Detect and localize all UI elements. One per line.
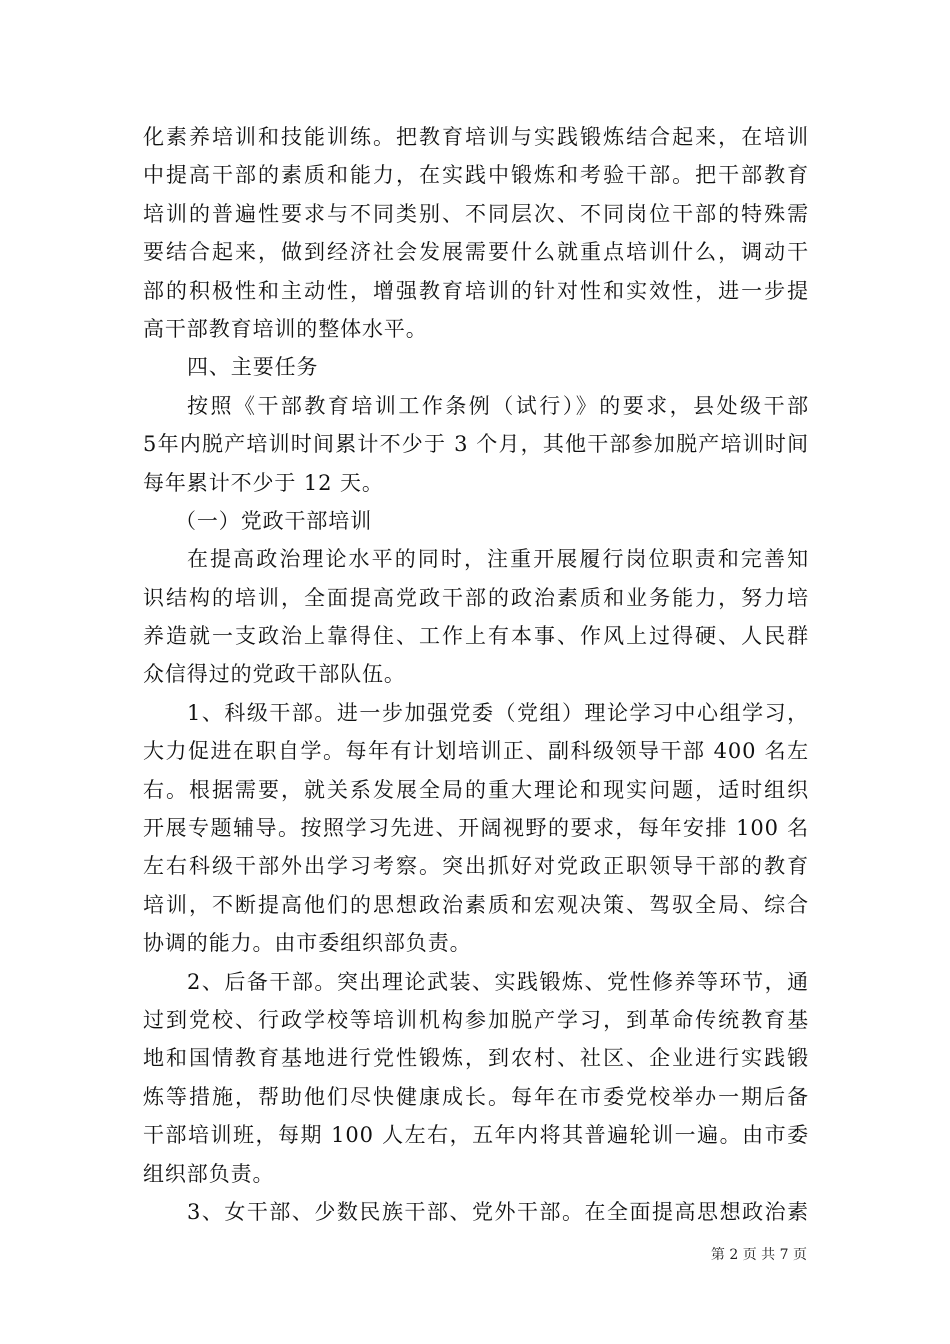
text-line: 炼等措施，帮助他们尽快健康成长。每年在市委党校举办一期后备 [143, 1084, 809, 1109]
text-line: 5年内脱产培训时间累计不少于 3 个月，其他干部参加脱产培训时间 [143, 432, 809, 457]
page-number: 第 2 页 共 7 页 [710, 1247, 807, 1263]
text-line: 地和国情教育基地进行党性锻炼，到农村、社区、企业进行实践锻 [143, 1046, 809, 1071]
text-line: 在提高政治理论水平的同时，注重开展履行岗位职责和完善知 [187, 547, 809, 572]
body-text [143, 118, 809, 1231]
text-line: 培训，不断提高他们的思想政治素质和宏观决策、驾驭全局、综合 [143, 892, 809, 917]
text-line: 中提高干部的素质和能力，在实践中锻炼和考验干部。把干部教育 [143, 163, 809, 188]
text-line: 1、科级干部。进一步加强党委（党组）理论学习中心组学习， [187, 700, 809, 725]
text-line: 化素养培训和技能训练。把教育培训与实践锻炼结合起来，在培训 [143, 125, 809, 149]
text-line: 2、后备干部。突出理论武装、实践锻炼、党性修养等环节，通 [187, 969, 809, 994]
text-line: 干部培训班，每期 100 人左右，五年内将其普遍轮训一遍。由市委 [143, 1123, 809, 1148]
text-line: 部的积极性和主动性，增强教育培训的针对性和实效性，进一步提 [143, 278, 809, 303]
text-line: 众信得过的党政干部队伍。 [143, 662, 406, 687]
text-line: 养造就一支政治上靠得住、工作上有本事、作风上过得硬、人民群 [143, 624, 809, 649]
text-line: 培训的普遍性要求与不同类别、不同层次、不同岗位干部的特殊需 [143, 201, 809, 226]
text-line: 协调的能力。由市委组织部负责。 [143, 931, 472, 956]
text-line: 识结构的培训，全面提高党政干部的政治素质和业务能力，努力培 [143, 585, 809, 610]
subsection-heading: （一）党政干部培训 [175, 508, 373, 533]
text-line: 大力促进在职自学。每年有计划培训正、副科级领导干部 400 名左 [143, 739, 809, 764]
text-line: 右。根据需要，就关系发展全局的重大理论和现实问题，适时组织 [143, 777, 809, 802]
text-line: 左右科级干部外出学习考察。突出抓好对党政正职领导干部的教育 [143, 854, 809, 879]
text-line: 要结合起来，做到经济社会发展需要什么就重点培训什么，调动干 [143, 240, 809, 265]
text-line: 过到党校、行政学校等培训机构参加脱产学习，到革命传统教育基 [143, 1007, 809, 1032]
text-line: 每年累计不少于 12 天。 [143, 470, 384, 495]
text-line: 按照《干部教育培训工作条例（试行）》的要求，县处级干部 [187, 393, 809, 418]
text-line: 组织部负责。 [143, 1161, 275, 1186]
section-heading: 四、主要任务 [187, 355, 319, 380]
text-line: 开展专题辅导。按照学习先进、开阔视野的要求，每年安排 100 名 [143, 816, 809, 841]
text-line: 3、女干部、少数民族干部、党外干部。在全面提高思想政治素 [187, 1199, 809, 1224]
text-line: 高干部教育培训的整体水平。 [143, 316, 428, 341]
